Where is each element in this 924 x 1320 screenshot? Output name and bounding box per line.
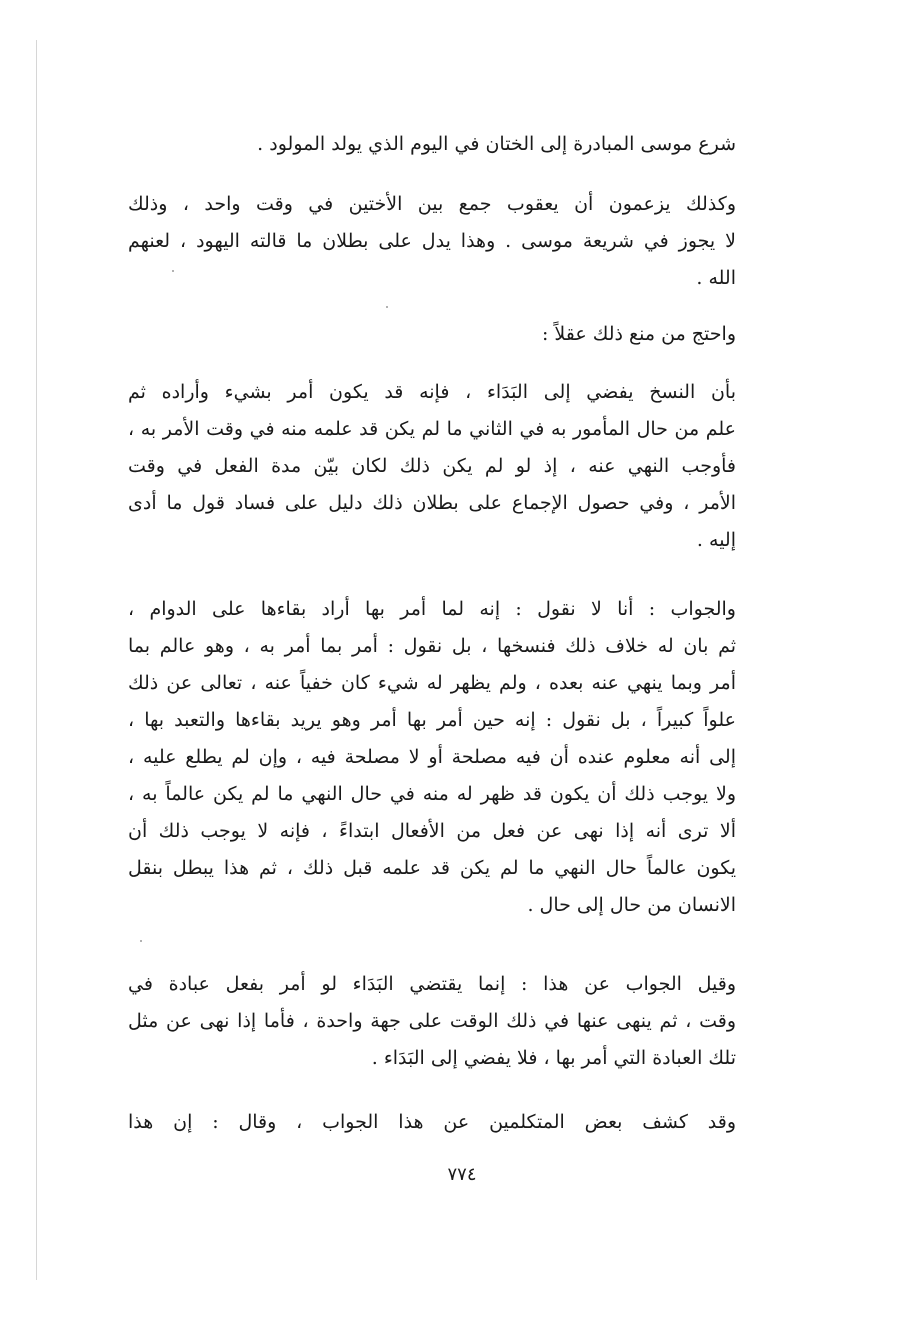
paragraph-1 [128, 126, 736, 163]
text-line: لا يجوز في شريعة موسى . وهذا يدل على بطلان ما قالته اليهود ، لعنهم [128, 230, 736, 252]
text-line: تلك العبادة التي أمر بها ، فلا يفضي إلى البَدَاء . [371, 1047, 736, 1069]
text-line: علم من حال المأمور به في الثاني ما لم يكن قد علمه منه في وقت الأمر به ، [128, 418, 736, 440]
text-line: فأوجب النهي عنه ، إذ لو لم يكن ذلك لكان بيّن مدة الفعل في وقت [128, 455, 736, 477]
paragraph-2 [128, 186, 736, 297]
text-line: ولا يوجب ذلك أن يكون قد ظهر له منه في حال النهي ما لم يكن عالماً به ، [128, 783, 736, 805]
text-line: الله . [696, 267, 736, 289]
speck [140, 940, 142, 942]
text-line: إليه . [696, 529, 736, 551]
speck [386, 306, 388, 308]
text-line: ألا ترى أنه إذا نهى عن فعل من الأفعال ابتداءً ، فإنه لا يوجب ذلك أن [128, 820, 736, 842]
text-line: وكذلك يزعمون أن يعقوب جمع بين الأختين في وقت واحد ، وذلك [128, 193, 736, 215]
text-line: إلى أنه معلوم عنده أن فيه مصلحة أو لا مصلحة فيه ، وإن لم يطلع عليه ، [128, 746, 736, 768]
text-line: وقت ، ثم ينهى عنها في ذلك الوقت على جهة واحدة ، فأما إذا نهى عن مثل [128, 1010, 736, 1032]
text-line: وقد كشف بعض المتكلمين عن هذا الجواب ، وقال : إن هذا [128, 1111, 736, 1133]
text-line: الأمر ، وفي حصول الإجماع على بطلان ذلك دليل على فساد قول ما أدى [128, 492, 736, 514]
text-line: وقيل الجواب عن هذا : إنما يقتضي البَدَاء لو أمر بفعل عبادة في [128, 973, 736, 995]
paragraph-6 [128, 966, 736, 1077]
text-line: بأن النسخ يفضي إلى البَدَاء ، فإنه قد يكون أمر بشيء وأراده ثم [128, 381, 736, 403]
paragraph-3 [128, 316, 736, 353]
text-line: ثم بان له خلاف ذلك فنسخها ، بل نقول : أمر بما أمر به ، وهو عالم بما [128, 635, 736, 657]
paragraph-7 [128, 1104, 736, 1141]
speck [172, 270, 174, 272]
text-line: والجواب : أنا لا نقول : إنه لما أمر بها أراد بقاءها على الدوام ، [128, 598, 736, 620]
text-line: شرع موسى المبادرة إلى الختان في اليوم الذي يولد المولود . [257, 133, 736, 155]
text-line: يكون عالماً حال النهي ما لم يكن قد علمه قبل ذلك ، ثم هذا يبطل بنقل [128, 857, 736, 879]
page-number: ٧٧٤ [447, 1164, 477, 1185]
text-line: أمر وبما ينهي عنه بعده ، ولم يظهر له شيء كان خفياً عنه ، تعالى عن ذلك [128, 672, 736, 694]
text-line: علواً كبيراً ، بل نقول : إنه حين أمر بها أمر وهو يريد بقاءها والتعبد بها ، [128, 709, 736, 731]
text-line: الانسان من حال إلى حال . [527, 894, 736, 916]
paragraph-5 [128, 591, 736, 924]
paragraph-4 [128, 374, 736, 559]
page-edge-line [36, 40, 37, 1280]
text-line: واحتج من منع ذلك عقلاً : [541, 323, 736, 345]
